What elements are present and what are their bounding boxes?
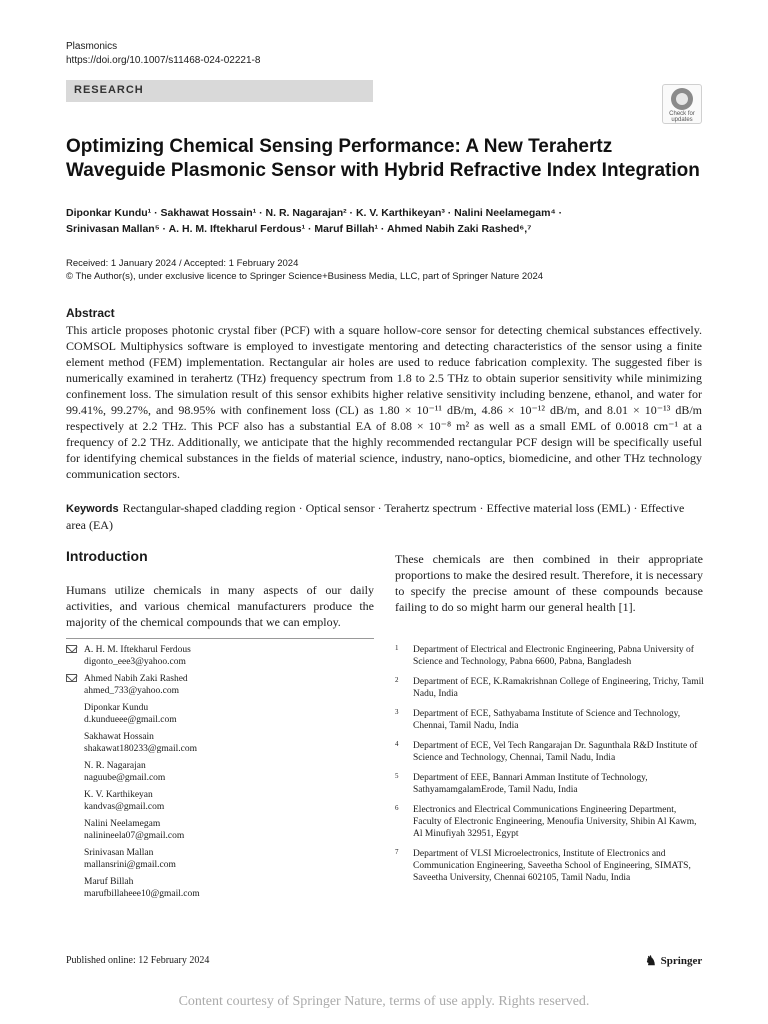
- article-dates: [66, 257, 706, 283]
- contact-name: Diponkar Kundu: [84, 703, 149, 713]
- intro-paragraph-col2: These chemicals are then combined in their appropriate proportions to make the desired result. Therefore, it is necessary to specify the precise amount of these compounds because failing to do so might harm our general health [1].: [395, 552, 704, 614]
- contact-email[interactable]: digonto_eee3@yahoo.com: [84, 657, 186, 667]
- contact-email[interactable]: shakawat180233@gmail.com: [84, 744, 197, 754]
- check-updates-line1: Check for: [669, 111, 695, 117]
- affiliation-text: Department of ECE, Sathyabama Institute of Science and Technology, Chennai, Tamil Nadu, India: [413, 709, 681, 731]
- affiliations: [395, 644, 705, 892]
- contact-entry: [66, 673, 374, 697]
- contact-name: A. H. M. Iftekharul Ferdous: [84, 645, 191, 655]
- contact-name: Nalini Neelamegam: [84, 819, 161, 829]
- keywords: [66, 500, 702, 533]
- keywords-label: Keywords: [66, 503, 119, 515]
- publisher-name: Springer: [660, 955, 703, 967]
- affiliation-entry: [395, 708, 705, 732]
- affiliation-text: Department of ECE, K.Ramakrishnan College of Engineering, Trichy, Tamil Nadu, India: [413, 677, 704, 699]
- contact-email[interactable]: mallansrini@gmail.com: [84, 860, 176, 870]
- affiliation-number: 2: [395, 676, 399, 684]
- contact-entry: [66, 731, 374, 755]
- affiliation-text: Department of Electrical and Electronic Engineering, Pabna University of Science and Technology, Pabna 6600, Pabna, Bangladesh: [413, 645, 694, 667]
- contact-entry: [66, 847, 374, 871]
- affiliation-entry: [395, 676, 705, 700]
- envelope-icon: [66, 674, 77, 682]
- contact-entry: [66, 644, 374, 668]
- contact-email[interactable]: ahmed_733@yahoo.com: [84, 686, 180, 696]
- affiliation-number: 1: [395, 644, 399, 652]
- doi-link[interactable]: https://doi.org/10.1007/s11468-024-02221-8: [66, 55, 261, 66]
- received-accepted: Received: 1 January 2024 / Accepted: 1 February 2024: [66, 258, 299, 269]
- publisher-logo: [645, 953, 702, 969]
- contact-entry: [66, 760, 374, 784]
- envelope-icon: [66, 645, 77, 653]
- contact-email[interactable]: nalinineela07@gmail.com: [84, 831, 185, 841]
- published-online-date: Published online: 12 February 2024: [66, 955, 210, 966]
- intro-paragraph-col1: Humans utilize chemicals in many aspects of our daily activities, and various chemical manufacturers produce the majority of the chemical compounds that we can employ.: [66, 583, 374, 629]
- paper-title: Optimizing Chemical Sensing Performance: A New Terahertz Waveguide Plasmonic Sensor with Hybrid Refractive Index Integration: [66, 136, 700, 181]
- author-line-1: Diponkar Kundu¹ · Sakhawat Hossain¹ · N. R. Nagarajan² · K. V. Karthikeyan³ · Nalini Neelamegam⁴ ·: [66, 207, 563, 219]
- journal-name: Plasmonics: [66, 41, 118, 52]
- contact-email[interactable]: naguube@gmail.com: [84, 773, 166, 783]
- contact-email[interactable]: kandvas@gmail.com: [84, 802, 165, 812]
- contact-entry: [66, 789, 374, 813]
- contact-entry: [66, 876, 374, 900]
- affiliation-number: 3: [395, 708, 399, 716]
- affiliation-text: Department of EEE, Bannari Amman Institute of Technology, SathyamamgalamErode, Tamil Nadu, India: [413, 773, 648, 795]
- contact-entry: [66, 702, 374, 726]
- affiliation-text: Department of VLSI Microelectronics, Institute of Electronics and Communication Engineering, Saveetha School of Engineering, SIMATS, Saveetha University, Chennai 602105, Tamil Nadu, India: [413, 849, 691, 883]
- affiliation-text: Electronics and Electrical Communications Engineering Department, Faculty of Electronic Engineering, Menoufia University, Shibin Al Kawm, Al Minufiyah 32951, Egypt: [413, 805, 697, 839]
- affiliation-entry: [395, 740, 705, 764]
- contact-name: Sakhawat Hossain: [84, 732, 154, 742]
- abstract-heading: Abstract: [66, 306, 115, 320]
- affiliation-number: 6: [395, 804, 399, 812]
- affiliation-entry: [395, 644, 705, 668]
- contact-email[interactable]: d.kundueee@gmail.com: [84, 715, 177, 725]
- affiliation-entry: [395, 804, 705, 840]
- abstract-text: This article proposes photonic crystal fiber (PCF) with a square hollow-core sensor for detecting chemical substances effectively. COMSOL Multiphysics software is employed to investigate mentoring and detecting characteristics of the sensor using a finite element method (FEM) implementation. Rectangular air holes are used to reduce fabrication complexity. The suggested fiber is numerically examined in terahertz (THz) frequency spectrum from 1.8 to 2.5 THz to obtain superior sensitivity while minimizing confinement loss. The simulation result of this sensor exhibits higher relative sensitivity including benzene, ethanol, and water for 99.41%, 99.27%, and 98.95% with confinement loss (CL) as 1.80 × 10⁻¹¹ dB/m, 4.86 × 10⁻¹² dB/m, and 8.01 × 10⁻¹³ dB/m respectively at 2.2 THz. This PCF also has a substantial EA of 8.08 × 10⁻⁸ m² as well as a small EML of 0.0018 cm⁻¹ at a frequency of 2.2 THz. Additionally, we anticipate that the highly recommended rectangular PCF design will be specifically useful for identifying chemical substances in the fields of material science, industry, nano-optics, biomedicine, and other THz technology communication sectors.: [66, 323, 702, 481]
- contact-name: N. R. Nagarajan: [84, 761, 146, 771]
- check-updates-icon: [671, 88, 693, 110]
- section-band: [66, 80, 373, 102]
- springer-horse-icon: ♞: [645, 953, 657, 968]
- contact-name: K. V. Karthikeyan: [84, 790, 153, 800]
- contact-name: Maruf Billah: [84, 877, 134, 887]
- contact-entry: [66, 818, 374, 842]
- contact-email[interactable]: marufbillaheee10@gmail.com: [84, 889, 200, 899]
- check-for-updates-badge[interactable]: [662, 84, 702, 124]
- section-label: RESEARCH: [74, 84, 144, 96]
- affiliation-entry: [395, 848, 705, 884]
- contact-name: Srinivasan Mallan: [84, 848, 154, 858]
- affiliation-number: 7: [395, 848, 399, 856]
- contact-name: Ahmed Nabih Zaki Rashed: [84, 674, 188, 684]
- journal-header: [66, 40, 260, 68]
- affiliation-text: Department of ECE, Vel Tech Rangarajan Dr. Sagunthala R&D Institute of Science and Technology, Chennai, Tamil Nadu, India: [413, 741, 698, 763]
- affiliation-entry: [395, 772, 705, 796]
- footnote-divider: [66, 638, 374, 639]
- author-line-2: Srinivasan Mallan⁵ · A. H. M. Iftekharul Ferdous¹ · Maruf Billah¹ · Ahmed Nabih Zaki Rashed⁶,⁷: [66, 223, 532, 235]
- author-contacts: [66, 644, 374, 905]
- courtesy-notice: Content courtesy of Springer Nature, terms of use apply. Rights reserved.: [178, 994, 590, 1009]
- copyright-notice: © The Author(s), under exclusive licence to Springer Science+Business Media, LLC, part of Springer Nature 2024: [66, 271, 544, 282]
- affiliation-number: 4: [395, 740, 399, 748]
- check-updates-line2: updates: [671, 117, 693, 123]
- author-list: [66, 205, 706, 237]
- introduction-heading: Introduction: [66, 548, 148, 564]
- keywords-text: Rectangular-shaped cladding region · Optical sensor · Terahertz spectrum · Effective material loss (EML) · Effective area (EA): [66, 501, 685, 532]
- affiliation-number: 5: [395, 772, 399, 780]
